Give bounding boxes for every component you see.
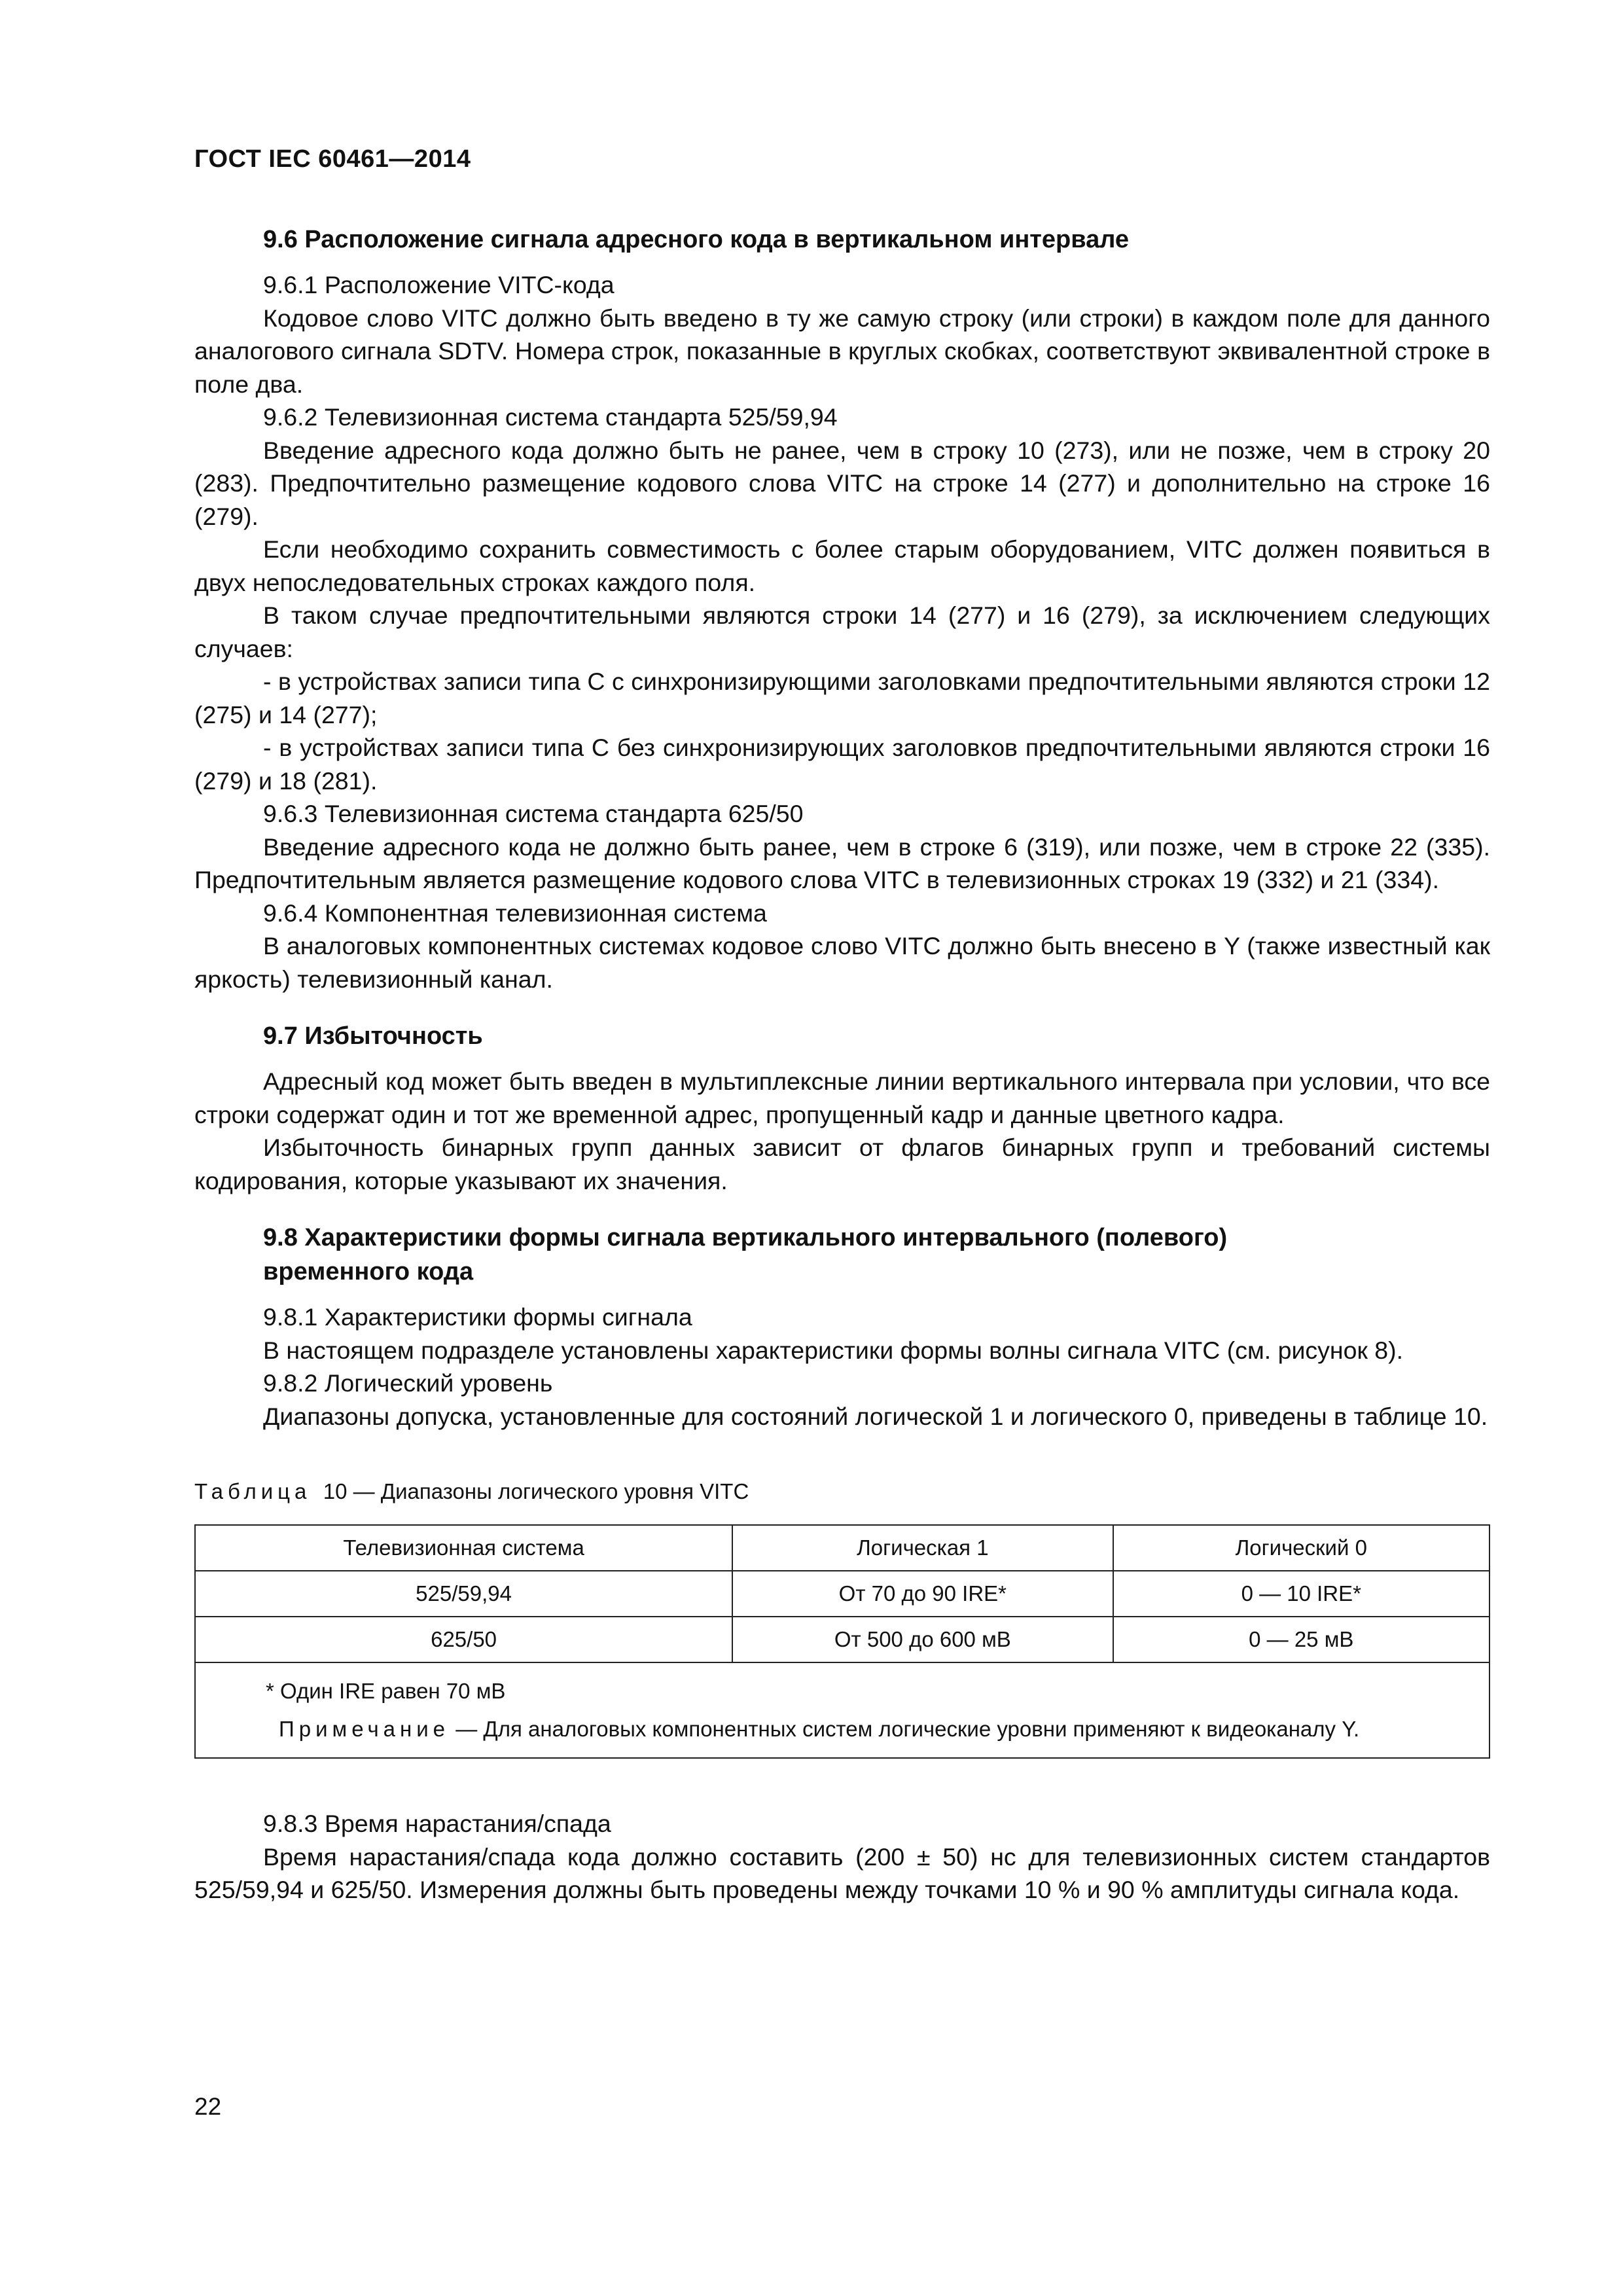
section-9-7-paragraph-2: Избыточность бинарных групп данных зависит от флагов бинарных групп и требований системы кодирования, которые указывают их значения. xyxy=(194,1134,1490,1194)
section-9-6-1-title: 9.6.1 Расположение VITC-кода xyxy=(263,271,615,298)
table-header-cell: Логический 0 xyxy=(1113,1525,1489,1571)
table-note xyxy=(279,1710,1489,1748)
table-cell: От 500 до 600 мВ xyxy=(732,1617,1113,1662)
section-9-6-2-title: 9.6.2 Телевизионная система стандарта 525/59,94 xyxy=(263,403,838,431)
table-10-caption xyxy=(194,1476,1490,1507)
section-9-6-2-paragraph-1: Введение адресного кода должно быть не ранее, чем в строку 10 (273), или не позже, чем в строку 20 (283). Предпочтительно размещение кодового слова VITC на строке 14 (277) и дополнительно на строке 16 (279). xyxy=(194,436,1490,530)
table-cell: 0 — 10 IRE* xyxy=(1113,1571,1489,1617)
table-caption-word: Таблица xyxy=(194,1479,312,1503)
table-cell: 0 — 25 мВ xyxy=(1113,1617,1489,1662)
section-9-8-heading-line-2: временного кода xyxy=(263,1258,474,1285)
section-9-6-1-paragraph: Кодовое слово VITC должно быть введено в ту же самую строку (или строки) в каждом поле для данного аналогового сигнала SDTV. Номера строк, показанные в круглых скобках, соответствуют эквивалентной строке в поле два. xyxy=(194,304,1490,398)
table-10 xyxy=(194,1524,1490,1759)
table-row xyxy=(195,1571,1489,1617)
section-9-7-paragraph-1: Адресный код может быть введен в мультиплексные линии вертикального интервала при условии, что все строки содержат один и тот же временной адрес, пропущенный кадр и данные цветного кадра. xyxy=(194,1067,1490,1128)
section-9-6-2-list-item-2: - в устройствах записи типа С без синхронизирующих заголовков предпочтительными являются строки 16 (279) и 18 (281). xyxy=(194,734,1490,795)
section-9-6-4-title: 9.6.4 Компонентная телевизионная система xyxy=(263,899,767,927)
table-row xyxy=(195,1617,1489,1662)
section-9-6-3-title: 9.6.3 Телевизионная система стандарта 625/50 xyxy=(263,800,804,827)
section-9-6-4-paragraph: В аналоговых компонентных системах кодовое слово VITC должно быть внесено в Y (также известный как яркость) телевизионный канал. xyxy=(194,932,1490,993)
table-note-word: Примечание xyxy=(279,1717,450,1741)
section-9-8-1-paragraph: В настоящем подразделе установлены характеристики формы волны сигнала VITC (см. рисунок 8). xyxy=(263,1336,1404,1364)
table-caption-text: 10 — Диапазоны логического уровня VITC xyxy=(323,1479,749,1503)
table-cell: 625/50 xyxy=(195,1617,732,1662)
table-note-text: — Для аналоговых компонентных систем логические уровни применяют к видеоканалу Y. xyxy=(455,1717,1360,1741)
section-9-6-2-list-item-1: - в устройствах записи типа С с синхронизирующими заголовками предпочтительными являются строки 12 (275) и 14 (277); xyxy=(194,668,1490,728)
section-9-8-3-paragraph: Время нарастания/спада кода должно составить (200 ± 50) нс для телевизионных систем стандартов 525/59,94 и 625/50. Измерения должны быть проведены между точками 10 % и 90 % амплитуды сигнала кода. xyxy=(194,1842,1490,1903)
section-9-8-2-paragraph: Диапазоны допуска, установленные для состояний логической 1 и логического 0, приведены в таблице 10. xyxy=(263,1402,1488,1430)
main-text xyxy=(194,223,1490,1907)
table-header-cell: Телевизионная система xyxy=(195,1525,732,1571)
table-cell: 525/59,94 xyxy=(195,1571,732,1617)
table-notes-cell xyxy=(195,1662,1489,1758)
section-9-6-2-paragraph-2: Если необходимо сохранить совместимость с более старым оборудованием, VITC должен появиться в двух непоследовательных строках каждого поля. xyxy=(194,535,1490,596)
table-header-cell: Логическая 1 xyxy=(732,1525,1113,1571)
table-header-row xyxy=(195,1525,1489,1571)
section-9-8-3-title: 9.8.3 Время нарастания/спада xyxy=(263,1810,611,1837)
section-9-6-3-paragraph: Введение адресного кода не должно быть ранее, чем в строке 6 (319), или позже, чем в строке 22 (335). Предпочтительным является размещение кодового слова VITC в телевизионных строках 19 (332) и 21 (334). xyxy=(194,833,1490,893)
section-9-8-1-title: 9.8.1 Характеристики формы сигнала xyxy=(263,1303,692,1331)
table-footnote: * Один IRE равен 70 мВ xyxy=(266,1679,506,1703)
section-9-6-heading: 9.6 Расположение сигнала адресного кода в вертикальном интервале xyxy=(263,226,1130,253)
section-9-8-2-title: 9.8.2 Логический уровень xyxy=(263,1369,553,1397)
table-notes-row xyxy=(195,1662,1489,1758)
section-9-6-2-paragraph-3: В таком случае предпочтительными являются строки 14 (277) и 16 (279), за исключением следующих случаев: xyxy=(194,601,1490,662)
page-number: 22 xyxy=(194,2093,222,2120)
document-code-header: ГОСТ IEC 60461—2014 xyxy=(194,145,471,173)
section-9-7-heading: 9.7 Избыточность xyxy=(263,1022,483,1050)
section-9-8-heading-line-1: 9.8 Характеристики формы сигнала вертикального интервального (полевого) xyxy=(263,1224,1228,1251)
table-cell: От 70 до 90 IRE* xyxy=(732,1571,1113,1617)
